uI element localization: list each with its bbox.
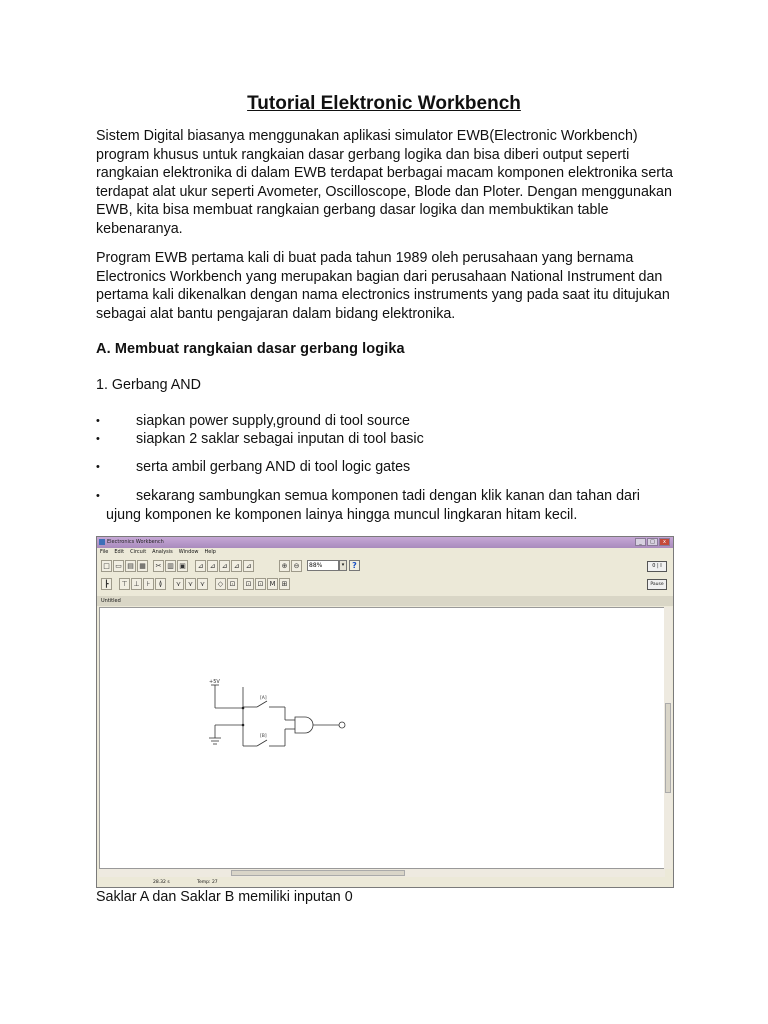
menu-help[interactable]: Help	[204, 549, 216, 555]
output-probe[interactable]	[339, 722, 345, 728]
rotate-icon[interactable]: ⊿	[195, 560, 206, 572]
minimize-button[interactable]: _	[635, 538, 646, 546]
sources-bin-icon[interactable]: ⊤	[119, 578, 130, 590]
list-item	[96, 487, 676, 524]
list-item-text: siapkan 2 saklar sebagai inputan di tool basic	[136, 431, 424, 447]
simulation-time: 28.32 s	[153, 880, 170, 885]
list-item-text: sekarang sambungkan semua komponen tadi dengan klik kanan dan tahan dari	[136, 488, 640, 504]
document-tab-title: Untitled	[101, 598, 121, 604]
zoom-in-icon[interactable]: ⊕	[279, 560, 290, 572]
and-gate-circuit	[97, 537, 675, 889]
open-file-icon[interactable]: ▭	[113, 560, 124, 572]
temperature-readout: Temp: 27	[197, 880, 218, 885]
print-icon[interactable]: ▦	[137, 560, 148, 572]
paste-icon[interactable]: ▣	[177, 560, 188, 572]
basic-bin-icon[interactable]: ⊥	[131, 578, 142, 590]
transistors-bin-icon[interactable]: ≬	[155, 578, 166, 590]
switch-b-blade[interactable]	[257, 740, 267, 746]
intro-paragraph: Sistem Digital biasanya menggunakan aplikasi simulator EWB(Electronic Workbench) program khusus untuk rangkaian dasar gerbang logika dan bisa diberi output seperti rangkaian elektronika di dalam EWB terdapat berbagai macam komponen elektronika serta terdapat alat ukur seperti Avometer, Oscilloscope, Blode dan Ploter. Dengan menggunakan EWB, kita bisa membuat rangkaian gerbang dasar logika dan membuktikan table kebenaranya.	[96, 128, 673, 237]
bullet-icon: •	[96, 433, 100, 445]
bullet-icon: •	[96, 490, 100, 502]
history-paragraph: Program EWB pertama kali di buat pada tahun 1989 oleh perusahaan yang bernama Electronics Workbench yang merupakan bagian dari perusahaan National Instrument dan pertama kali dikenalkan dengan nama electronics instruments yang pada saat itu ditujukan sebagai alat bantu pengajaran dalam bidang elektronika.	[96, 250, 670, 322]
new-file-icon[interactable]: □	[101, 560, 112, 572]
flip-horizontal-icon[interactable]: ⊿	[207, 560, 218, 572]
supply-label: +5V	[209, 679, 220, 685]
list-item-text: siapkan power supply,ground di tool source	[136, 413, 410, 429]
list-item	[96, 430, 676, 449]
diodes-bin-icon[interactable]: ⊦	[143, 578, 154, 590]
favorites-bin-icon[interactable]: ┣	[101, 578, 112, 590]
subcircuit-icon[interactable]: ⊿	[231, 560, 242, 572]
list-item	[96, 458, 676, 477]
list-item-continuation: ujung komponen ke komponen lainya hingga muncul lingkaran hitam kecil.	[106, 506, 578, 523]
save-icon[interactable]: ▤	[125, 560, 136, 572]
flip-vertical-icon[interactable]: ⊿	[219, 560, 230, 572]
zoom-select[interactable]: 88%	[307, 560, 339, 571]
logic-gates-bin-icon[interactable]: ◇	[215, 578, 226, 590]
ewb-screenshot	[96, 536, 674, 888]
junction-dot	[242, 724, 245, 727]
menu-edit[interactable]: Edit	[114, 549, 125, 555]
digital-ics-bin-icon[interactable]: ⋎	[197, 578, 208, 590]
menu-file[interactable]: File	[100, 549, 109, 555]
close-button[interactable]: x	[659, 538, 670, 546]
junction-dot	[242, 707, 245, 710]
analog-ics-bin-icon[interactable]: ⋎	[173, 578, 184, 590]
mixed-ics-bin-icon[interactable]: ⋎	[185, 578, 196, 590]
help-icon[interactable]: ?	[349, 560, 360, 571]
bullet-icon: •	[96, 415, 100, 427]
miscellaneous-bin-icon[interactable]: M	[267, 578, 278, 590]
graph-icon[interactable]: ⊿	[243, 560, 254, 572]
copy-icon[interactable]: ▥	[165, 560, 176, 572]
instruments-bin-icon[interactable]: ⊞	[279, 578, 290, 590]
figure-caption: Saklar A dan Saklar B memiliki inputan 0	[96, 889, 353, 905]
digital-bin-icon[interactable]: ⊡	[227, 578, 238, 590]
controls-bin-icon[interactable]: ⊡	[255, 578, 266, 590]
subsection-heading: 1. Gerbang AND	[96, 377, 201, 393]
switch-a-blade[interactable]	[257, 701, 267, 707]
switch-a-label: [A]	[260, 696, 267, 701]
and-gate[interactable]	[295, 717, 313, 733]
pause-button[interactable]: Pause	[647, 579, 667, 590]
section-heading: A. Membuat rangkaian dasar gerbang logika	[96, 341, 405, 357]
indicators-bin-icon[interactable]: ⊡	[243, 578, 254, 590]
power-switch[interactable]: 0 | I	[647, 561, 667, 572]
switch-b-label: [B]	[260, 734, 267, 739]
cut-icon[interactable]: ✂	[153, 560, 164, 572]
list-item-text: serta ambil gerbang AND di tool logic gates	[136, 459, 411, 475]
ewb-window-title: Electronics Workbench	[107, 539, 164, 545]
document-title: Tutorial Elektronic Workbench	[247, 93, 521, 114]
ewb-status-bar	[97, 878, 673, 887]
list-item	[96, 412, 676, 431]
bullet-icon: •	[96, 461, 100, 473]
maximize-button[interactable]: □	[647, 538, 658, 546]
menu-window[interactable]: Window	[178, 549, 199, 555]
zoom-out-icon[interactable]: ⊖	[291, 560, 302, 572]
menu-circuit[interactable]: Circuit	[130, 549, 147, 555]
menu-analysis[interactable]: Analysis	[152, 549, 173, 555]
chevron-down-icon[interactable]: ▾	[339, 560, 347, 571]
